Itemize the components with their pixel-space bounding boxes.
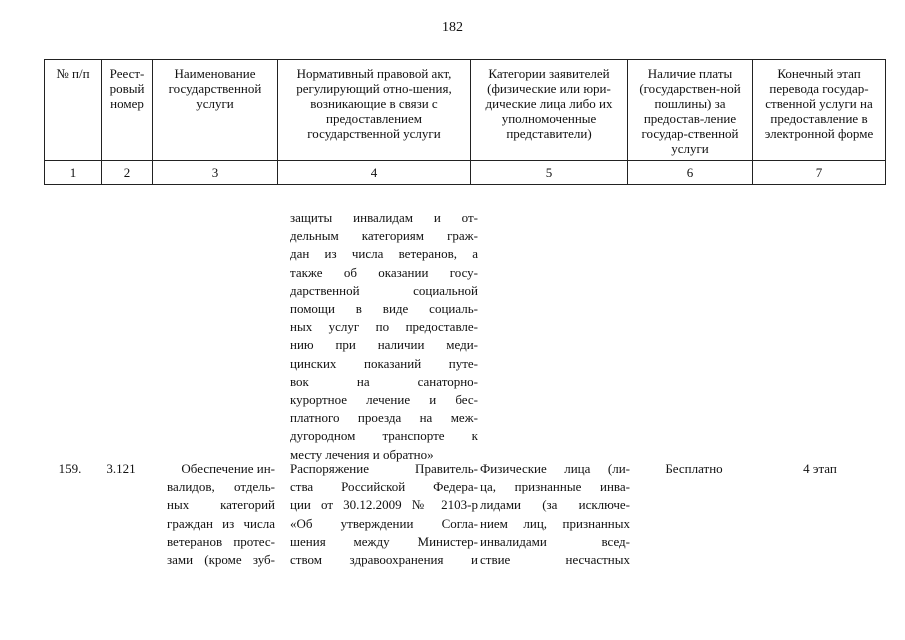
text-line: вок на санаторно- bbox=[290, 373, 478, 389]
applicant-categories-text bbox=[480, 460, 630, 569]
service-name-text bbox=[167, 460, 275, 569]
text-line: ции от 30.12.2009 № 2103-р bbox=[290, 497, 478, 513]
text-line: месту лечения и обратно» bbox=[290, 446, 434, 462]
header-col-stage: Конечный этап перевода государ-ственной услуги на предоставление в электронной форме bbox=[753, 60, 886, 161]
text-line: Обеспечение ин- bbox=[181, 461, 275, 476]
header-col-fee: Наличие платы (государствен-ной пошлины) за предостав-ление государ-ственной услуги bbox=[628, 60, 753, 161]
header-col-registry: Реест-ровый номер bbox=[102, 60, 153, 161]
text-line: ных услуг по предоставле- bbox=[290, 319, 478, 335]
page-number: 182 bbox=[442, 20, 463, 35]
column-number: 5 bbox=[471, 161, 628, 185]
text-line: Распоряжение Правитель- bbox=[290, 461, 478, 476]
text-line: также об оказании госу- bbox=[290, 264, 478, 280]
header-col-act: Нормативный правовой акт, регулирующий отно-шения, возникающие в связи с предоставлением государственной услуги bbox=[278, 60, 471, 161]
text-line: нию при наличии меди- bbox=[290, 337, 478, 353]
text-line: дарственной социальной bbox=[290, 282, 478, 298]
column-number: 2 bbox=[102, 161, 153, 185]
text-line: курортное лечение и бес- bbox=[290, 392, 478, 408]
stage-text: 4 этап bbox=[803, 461, 837, 476]
text-line: дельным категориям граж- bbox=[290, 228, 478, 244]
text-line: ствие несчастных bbox=[480, 552, 630, 568]
column-number-row bbox=[45, 161, 886, 185]
column-number: 4 bbox=[278, 161, 471, 185]
text-line: зами (кроме зуб- bbox=[167, 552, 275, 568]
header-row bbox=[45, 60, 886, 161]
text-line: лидами (за исключе- bbox=[480, 497, 630, 513]
text-line: ца, признанные инва- bbox=[480, 479, 630, 495]
text-line: инвалидами всед- bbox=[480, 533, 630, 549]
services-table-header bbox=[44, 59, 886, 185]
text-line: Физические лица (ли- bbox=[480, 461, 630, 476]
text-line: нием лиц, признанных bbox=[480, 515, 630, 531]
header-col-service: Наименование государственной услуги bbox=[153, 60, 278, 161]
text-line: дугородном транспорте к bbox=[290, 428, 478, 444]
column-number: 3 bbox=[153, 161, 278, 185]
act-text bbox=[290, 460, 478, 569]
column-number: 1 bbox=[45, 161, 102, 185]
text-line: валидов, отдель- bbox=[167, 479, 275, 495]
column-number: 6 bbox=[628, 161, 753, 185]
text-line: ных категорий bbox=[167, 497, 275, 513]
fee-text: Бесплатно bbox=[665, 461, 723, 476]
text-line: «Об утверждении Согла- bbox=[290, 515, 478, 531]
header-col-applicants: Категории заявителей (физические или юри-дические лица либо их уполномоченные представители) bbox=[471, 60, 628, 161]
text-line: цинских показаний путе- bbox=[290, 355, 478, 371]
text-line: защиты инвалидам и от- bbox=[290, 210, 478, 225]
header-col-number: № п/п bbox=[45, 60, 102, 161]
text-line: шения между Министер- bbox=[290, 533, 478, 549]
text-line: ветеранов протес- bbox=[167, 533, 275, 549]
text-line: платного проезда на меж- bbox=[290, 410, 478, 426]
text-line: ства Российской Федера- bbox=[290, 479, 478, 495]
text-line: граждан из числа bbox=[167, 515, 275, 531]
column-number: 7 bbox=[753, 161, 886, 185]
registry-number: 3.121 bbox=[106, 461, 136, 476]
text-line: дан из числа ветеранов, а bbox=[290, 246, 478, 262]
row-number: 159. bbox=[58, 461, 82, 476]
continuation-act-text bbox=[290, 209, 478, 464]
text-line: ством здравоохранения и bbox=[290, 552, 478, 568]
text-line: помощи в виде социаль- bbox=[290, 301, 478, 317]
